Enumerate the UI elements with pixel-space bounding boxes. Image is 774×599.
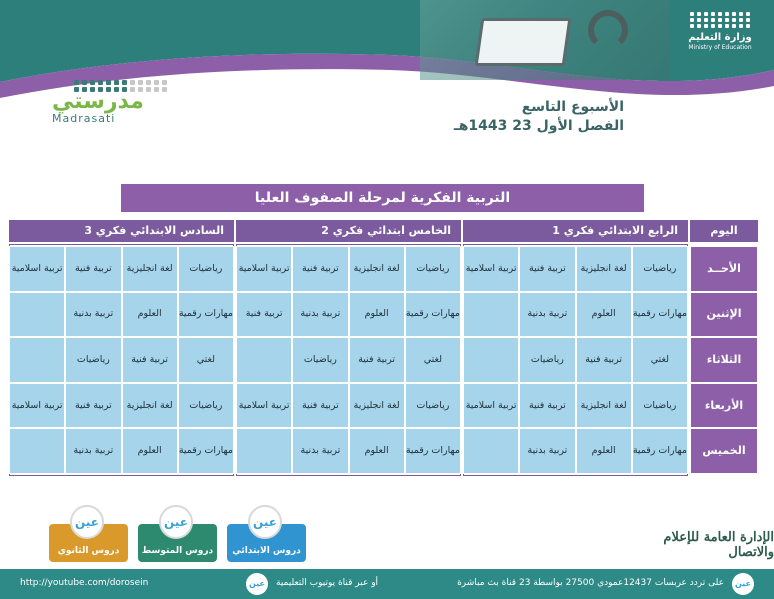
subject-cell: رياضيات <box>632 383 688 429</box>
subject-cell: لغة انجليزية <box>576 383 632 429</box>
semester-label: الفصل الأول 23 1443هـ <box>453 118 624 134</box>
middle-lessons-label: دروس المتوسط <box>141 546 214 556</box>
footer-bar <box>0 569 774 599</box>
grade-header: الخامس ابتدائي فكري 2 <box>236 220 461 242</box>
day-cell: الأربعاء <box>690 383 758 429</box>
subject-cell <box>9 292 65 338</box>
subject-cell: العلوم <box>349 428 405 474</box>
subject-cell: رياضيات <box>405 383 461 429</box>
page-title: التربية الفكرية لمرحلة الصفوف العليا <box>121 184 644 212</box>
primary-lessons-label: دروس الابتدائي <box>232 546 301 556</box>
subject-cell: تربية بدنية <box>292 292 348 338</box>
subject-cell: تربية فنية <box>292 383 348 429</box>
week-label: الأسبوع التاسع <box>521 99 624 115</box>
subject-cell <box>236 337 292 383</box>
subject-cell: تربية فنية <box>349 337 405 383</box>
subject-cell: تربية اسلامية <box>236 383 292 429</box>
subject-cell: تربية فنية <box>122 337 178 383</box>
subject-cell: تربية بدنية <box>519 428 575 474</box>
subject-cell: تربية بدنية <box>65 292 121 338</box>
madrasati-logo-ar: مدرستي <box>52 89 144 114</box>
schedule-table <box>11 220 758 476</box>
subject-cell: رياضيات <box>519 337 575 383</box>
subject-cell: تربية فنية <box>65 246 121 292</box>
subject-cell: العلوم <box>576 292 632 338</box>
subject-cell: تربية اسلامية <box>463 246 519 292</box>
subject-cell: تربية بدنية <box>292 428 348 474</box>
ein-icon: عين <box>70 505 104 539</box>
day-cell: الإثنين <box>690 292 758 338</box>
subject-cell: تربية فنية <box>576 337 632 383</box>
laptop-icon <box>475 18 572 66</box>
ein-icon: عين <box>159 505 193 539</box>
subject-cell <box>463 337 519 383</box>
subject-cell: العلوم <box>576 428 632 474</box>
subject-cell: مهارات رقمية <box>632 428 688 474</box>
subject-cell <box>9 337 65 383</box>
day-cell: الأحــد <box>690 246 758 292</box>
subject-cell: رياضيات <box>405 246 461 292</box>
subject-cell: تربية اسلامية <box>9 383 65 429</box>
day-cell: الثلاثاء <box>690 337 758 383</box>
ein-icon: عين <box>732 573 754 595</box>
subject-cell: تربية فنية <box>519 383 575 429</box>
day-cell: الخميس <box>690 428 758 474</box>
subject-cell: تربية اسلامية <box>9 246 65 292</box>
subject-cell <box>236 428 292 474</box>
ministry-logo <box>680 12 760 51</box>
subject-cell: رياضيات <box>65 337 121 383</box>
subject-cell: تربية فنية <box>519 246 575 292</box>
subject-cell: مهارات رقمية <box>178 428 234 474</box>
youtube-link[interactable]: http://youtube.com/dorosein <box>20 578 149 588</box>
header-banner <box>0 0 774 140</box>
ministry-signature: الإدارة العامة للإعلام والاتصال <box>663 530 774 560</box>
secondary-lessons-label: دروس الثانوي <box>57 546 120 556</box>
day-column-header: اليوم <box>690 220 758 242</box>
subject-cell: لغة انجليزية <box>122 246 178 292</box>
subject-cell <box>463 428 519 474</box>
grade-header: الرابع الابتدائي فكري 1 <box>463 220 688 242</box>
subject-cell: تربية اسلامية <box>463 383 519 429</box>
subject-cell: رياضيات <box>292 337 348 383</box>
ministry-dots-icon <box>680 12 760 28</box>
subject-cell: تربية فنية <box>65 383 121 429</box>
subject-cell: تربية فنية <box>292 246 348 292</box>
subject-cell: العلوم <box>122 292 178 338</box>
subject-cell: رياضيات <box>632 246 688 292</box>
ministry-name-ar: وزارة التعليم <box>688 32 752 43</box>
subject-cell: تربية بدنية <box>65 428 121 474</box>
ministry-name-en: Ministry of Education <box>688 44 752 51</box>
subject-cell: رياضيات <box>178 246 234 292</box>
subject-cell: لغتي <box>632 337 688 383</box>
madrasati-logo <box>52 80 152 125</box>
footer-channel-info: على تردد عربسات 12437عمودي 27500 بواسطة 23 قناة بث مباشرة <box>457 578 724 588</box>
subject-cell: مهارات رقمية <box>632 292 688 338</box>
subject-cell: العلوم <box>349 292 405 338</box>
ein-icon: عين <box>248 505 282 539</box>
subject-cell <box>463 292 519 338</box>
ein-icon: عين <box>246 573 268 595</box>
subject-cell: لغتي <box>405 337 461 383</box>
subject-cell: العلوم <box>122 428 178 474</box>
headphones-icon <box>588 10 628 50</box>
subject-cell: لغة انجليزية <box>349 383 405 429</box>
week-info <box>454 98 624 136</box>
subject-cell: تربية اسلامية <box>236 246 292 292</box>
madrasati-logo-en: Madrasati <box>52 112 116 125</box>
grade-header: السادس الابتدائي فكري 3 <box>9 220 234 242</box>
subject-cell: لغة انجليزية <box>122 383 178 429</box>
subject-cell: مهارات رقمية <box>178 292 234 338</box>
footer-youtube-info: أو عبر قناة يوتيوب التعليمية <box>276 578 379 588</box>
subject-cell: لغة انجليزية <box>576 246 632 292</box>
subject-cell: لغتي <box>178 337 234 383</box>
subject-cell: مهارات رقمية <box>405 292 461 338</box>
subject-cell: تربية فنية <box>236 292 292 338</box>
subject-cell: تربية بدنية <box>519 292 575 338</box>
subject-cell: رياضيات <box>178 383 234 429</box>
subject-cell: لغة انجليزية <box>349 246 405 292</box>
subject-cell: مهارات رقمية <box>405 428 461 474</box>
subject-cell <box>9 428 65 474</box>
